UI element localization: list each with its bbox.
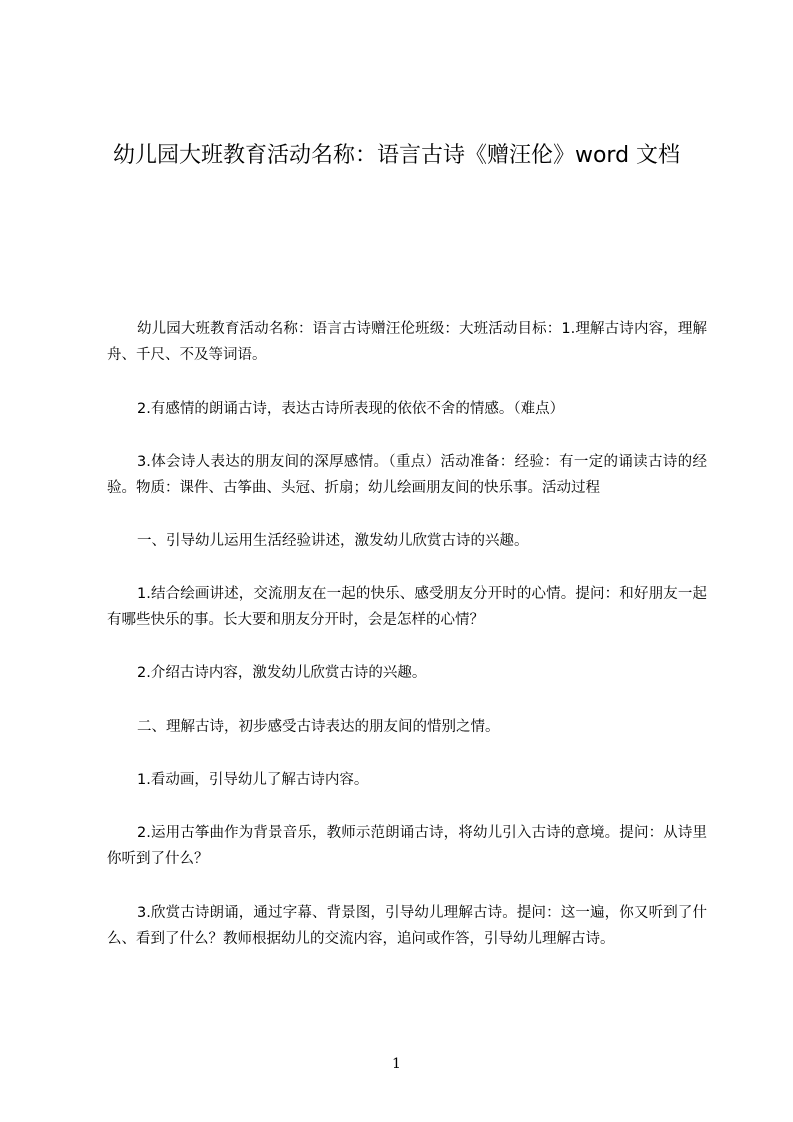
paragraph-goal-2: 2.有感情的朗诵古诗，表达古诗所表现的依依不舍的情感。（难点）	[137, 401, 565, 417]
paragraph-goal-3: 3.体会诗人表达的朋友间的深厚感情。（重点）活动准备：经验：有一定的诵读古诗的经验。物质：课件、古筝曲、头冠、折扇；幼儿绘画朋友间的快乐事。活动过程	[107, 454, 707, 496]
paragraph-step-2-2: 2.运用古筝曲作为背景音乐，教师示范朗诵古诗，将幼儿引入古诗的意境。提问：从诗里你听到了什么？	[107, 825, 707, 867]
paragraph-step-2-1: 1.看动画，引导幼儿了解古诗内容。	[137, 772, 369, 788]
paragraph-step-2-3: 3.欣赏古诗朗诵，通过字幕、背景图，引导幼儿理解古诗。提问：这一遍，你又听到了什么、看到了什么？教师根据幼儿的交流内容，追问或作答，引导幼儿理解古诗。	[107, 905, 707, 947]
paragraph-section-two: 二、理解古诗，初步感受古诗表达的朋友间的惜别之情。	[137, 719, 500, 735]
paragraph-step-1-2: 2.介绍古诗内容，激发幼儿欣赏古诗的兴趣。	[137, 665, 427, 681]
document-title: 幼儿园大班教育活动名称：语言古诗《赠汪伦》word 文档	[112, 143, 681, 168]
page-number: 1	[392, 1056, 401, 1072]
paragraph-activity-intro: 幼儿园大班教育活动名称：语言古诗赠汪伦班级：大班活动目标：1.理解古诗内容，理解舟、千尺、不及等词语。	[107, 321, 707, 363]
paragraph-section-one: 一、引导幼儿运用生活经验讲述，激发幼儿欣赏古诗的兴趣。	[137, 533, 529, 549]
paragraph-step-1-1: 1.结合绘画讲述，交流朋友在一起的快乐、感受朋友分开时的心情。提问：和好朋友一起有哪些快乐的事。长大要和朋友分开时，会是怎样的心情？	[107, 586, 707, 628]
